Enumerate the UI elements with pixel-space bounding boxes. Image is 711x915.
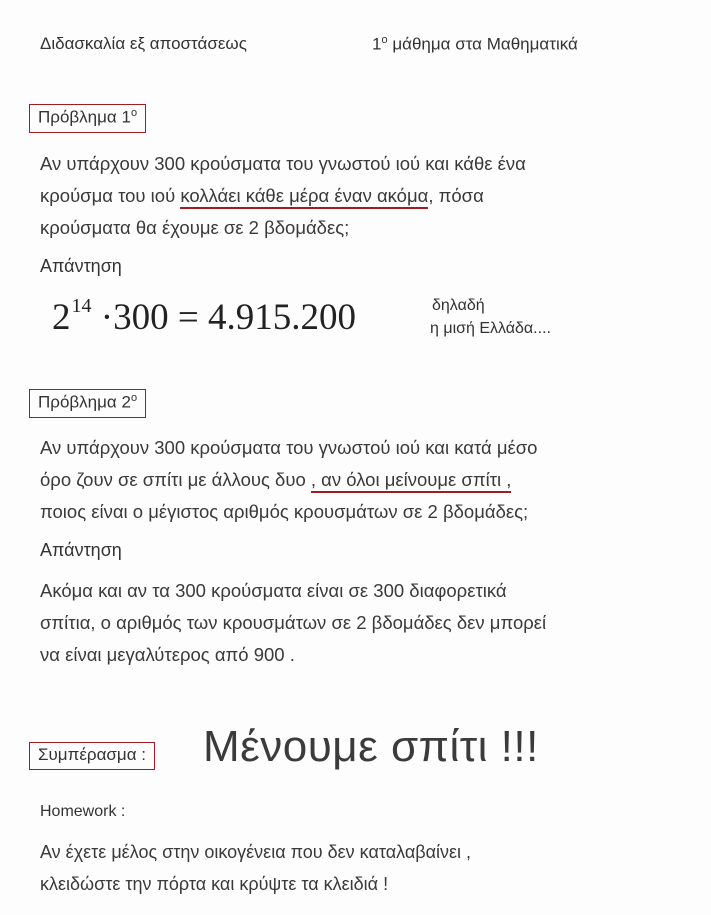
side-note-line1: δηλαδή: [432, 297, 485, 314]
formula-base: 2: [52, 297, 71, 338]
header-right: [372, 34, 578, 55]
problem1-underlined-phrase: κολλάει κάθε μέρα έναν ακόμα: [180, 185, 428, 209]
problem2-underlined-phrase: , αν όλοι μείνουμε σπίτι ,: [311, 469, 512, 493]
homework-line1: Αν έχετε μέλος στην οικογένεια που δεν καταλαβαίνει ,: [40, 842, 472, 862]
problem1-title-box: [29, 104, 146, 133]
lesson-number-sup: ο: [381, 34, 388, 46]
conclusion-text: Μένουμε σπίτι !!!: [203, 722, 539, 771]
problem1-line3: κρούσματα θα έχουμε σε 2 βδομάδες;: [40, 217, 350, 238]
conclusion-label-box: [29, 742, 155, 770]
header-left: Διδασκαλία εξ αποστάσεως: [40, 34, 247, 53]
problem2-title-sup: ο: [130, 392, 138, 404]
problem2-answer-label: Απάντηση: [40, 540, 122, 560]
homework-label: Homework :: [40, 803, 126, 820]
problem1-title: [29, 104, 146, 133]
problem2-line1: Αν υπάρχουν 300 κρούσματα του γνωστού ιού και κατά μέσο: [40, 437, 538, 458]
problem2-answer-line3: να είναι μεγαλύτερος από 900 .: [40, 644, 295, 665]
side-note-line2: η μισή Ελλάδα....: [430, 320, 551, 337]
problem1-answer-label: Απάντηση: [40, 256, 122, 276]
problem1-title-sup: ο: [130, 107, 138, 119]
formula-rest: ·300 = 4.915.200: [91, 297, 356, 338]
problem1-line2-post: , πόσα: [428, 185, 484, 206]
problem1-formula: [52, 296, 356, 339]
problem2-title-box: [29, 389, 146, 418]
lesson-subject: μάθημα στα Μαθηματικά: [387, 34, 578, 54]
problem2-title: [29, 389, 146, 418]
homework-line2: κλειδώστε την πόρτα και κρύψτε τα κλειδιά !: [40, 874, 389, 894]
problem2-line3: ποιος είναι ο μέγιστος αριθμός κρουσμάτων σε 2 βδομάδες;: [40, 501, 529, 522]
problem2-answer-line2: σπίτια, ο αριθμός των κρουσμάτων σε 2 βδομάδες δεν μπορεί: [40, 612, 547, 633]
problem2-answer-line1: Ακόμα και αν τα 300 κρούσματα είναι σε 300 διαφορετικά: [40, 580, 507, 601]
problem1-side-note: [430, 294, 551, 340]
formula-exponent: 14: [71, 294, 92, 317]
problem2-line2: [40, 464, 511, 496]
problem1-line2-pre: κρούσμα του ιού: [40, 185, 181, 206]
problem2-title-text: Πρόβλημα 2: [38, 392, 131, 412]
problem1-line1: Αν υπάρχουν 300 κρούσματα του γνωστού ιού και κάθε ένα: [40, 153, 526, 174]
problem1-title-text: Πρόβλημα 1: [38, 107, 131, 127]
conclusion-label: Συμπέρασμα :: [29, 742, 155, 770]
problem2-line2-pre: όρο ζουν σε σπίτι με άλλους δυο: [40, 469, 311, 490]
problem1-line2: [40, 180, 484, 212]
lesson-number: 1: [372, 34, 382, 54]
